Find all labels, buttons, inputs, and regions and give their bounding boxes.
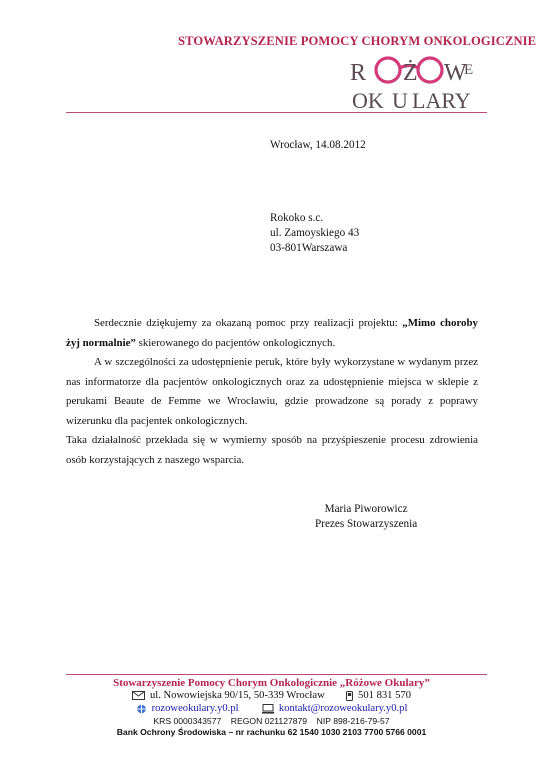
email-link[interactable]: kontakt@rozoweokulary.y0.pl [278,703,408,714]
svg-text:E: E [464,62,474,78]
footer-bank-account: Bank Ochrony Środowiska – nr rachunku 62 1540 1030 2103 7700 5766 0001 [116,727,427,737]
footer-phone: 501 831 570 [358,690,412,701]
thanks-text-end: skierowanego do pacjentów onkologicznych. [135,336,336,349]
paragraph-details: A w szczególności za udostępnienie peruk, które były wykorzystane w wydanym przez nas informatorze dla pacjentów onkologicznych oraz za udostępnienie miejsca w sklepie z perukami Beaute de Femme we Wrocławiu, gdzie prowadzone są porady z poprawy wizerunku dla pacjentek onkologicznych. [66,356,478,427]
signer-role: Prezes Stowarzyszenia [315,518,418,530]
footer-divider [66,674,487,675]
thanks-text: Serdecznie dziękujemy za okazaną pomoc przy realizacji projektu: [94,317,403,329]
svg-text:OK: OK [352,88,384,113]
paragraph-closing: Taka działalność przekłada się w wymierny sposób na przyśpieszenie procesu zdrowienia osób korzystających z naszego wsparcia. [66,434,478,466]
svg-text:Ż: Ż [403,60,418,86]
paragraph-thanks [66,314,478,353]
phone-icon [346,691,353,701]
letter-date: Wrocław, 14.08.2012 [270,139,366,151]
footer-org-name: Stowarzyszenie Pomocy Chorym Onkologicznie „Różowe Okulary” [113,677,430,689]
recipient-city: 03-801Warszawa [270,242,348,254]
computer-icon [262,704,274,714]
footer-address: ul. Nowowiejska 90/15, 50-339 Wrocław [149,690,325,701]
svg-text:LARY: LARY [412,88,471,113]
recipient-name: Rokoko s.c. [270,212,324,224]
header-divider [66,112,487,113]
web-icon [136,704,147,714]
project-name: „Mimo choroby żyj normalnie” [66,317,478,349]
pink-glasses-logo [348,50,480,114]
footer-registry: KRS 0000343577 REGON 021127879 NIP 898-216-79-57 [153,716,390,726]
signer-name: Maria Piworowicz [324,503,408,515]
website-link[interactable]: rozoweokulary.y0.pl [151,703,239,714]
envelope-icon [132,691,145,700]
svg-text:U: U [392,88,408,113]
recipient-street: ul. Zamoyskiego 43 [270,227,360,239]
footer-address-line [0,690,543,701]
svg-text:W: W [444,60,467,86]
letter-body [66,314,478,470]
organization-title: STOWARZYSZENIE POMOCY CHORYM ONKOLOGICZNIE [178,34,537,48]
signature-block [315,502,417,532]
recipient-address [270,211,359,256]
footer-contact-line [0,703,543,714]
svg-text:R: R [350,60,367,86]
